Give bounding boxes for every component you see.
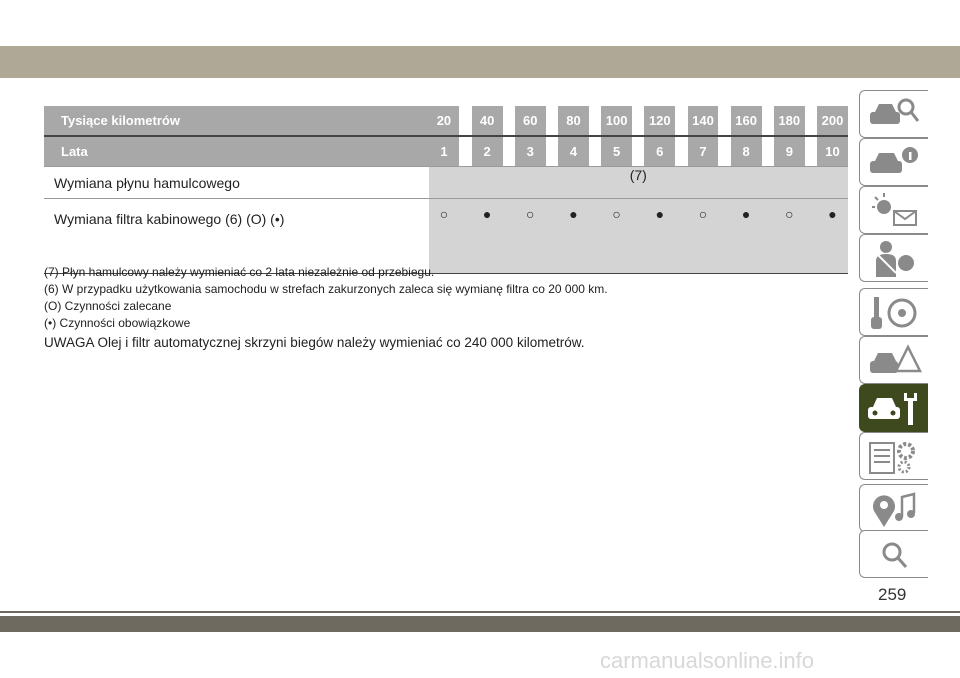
car-search-icon [866,95,922,135]
service-mark: ● [472,199,503,274]
section-tab-safety[interactable] [859,234,928,282]
km-cell: 200 [817,106,848,136]
year-cell: 5 [601,136,632,167]
km-cell: 80 [558,106,589,136]
bottom-rule [0,611,960,613]
footnote: (O) Czynności zalecane [44,299,172,313]
year-cell: 4 [558,136,589,167]
service-label: Wymiana filtra kabinowego (6) (O) (•) [44,199,429,274]
table-row [44,199,848,274]
year-cell: 8 [731,136,762,167]
year-cell: 1 [429,136,460,167]
maintenance-table [44,106,848,274]
footnote: (6) W przypadku użytkowania samochodu w strefach zakurzonych zaleca się wymianę filtra co 20 000 km. [44,282,608,296]
section-tab-maintenance[interactable] [859,384,928,432]
year-cell: 9 [774,136,805,167]
section-tab-emergency[interactable] [859,336,928,384]
multimedia-icon [866,489,922,529]
footnote: (•) Czynności obowiązkowe [44,316,191,330]
km-cell: 140 [688,106,719,136]
km-cell: 100 [601,106,632,136]
footnotes [44,264,844,351]
car-info-icon [866,143,922,183]
service-mark: ○ [515,199,546,274]
km-cell: 160 [731,106,762,136]
km-cell: 120 [644,106,675,136]
year-cell: 2 [472,136,503,167]
car-wrench-icon [866,389,922,429]
year-cell: 3 [515,136,546,167]
km-header-label: Tysiące kilometrów [44,106,429,136]
km-header-row [44,106,848,136]
section-tab-specifications[interactable] [859,432,928,480]
service-mark: ● [731,199,762,274]
service-mark: ○ [774,199,805,274]
years-header-row [44,136,848,167]
service-mark: ● [817,199,848,274]
section-tab-index[interactable] [859,530,928,578]
year-cell: 6 [644,136,675,167]
year-cell: 10 [817,136,848,167]
years-header-label: Lata [44,136,429,167]
service-mark: ○ [429,199,460,274]
km-cell: 40 [472,106,503,136]
section-tab-car-search[interactable] [859,90,928,138]
footnote: (7) Płyn hamulcowy należy wymieniać co 2 lata niezależnie od przebiegu. [44,265,435,279]
page-number: 259 [878,585,907,604]
car-warning-triangle-icon [866,341,922,381]
uwaga-note: UWAGA Olej i filtr automatycznej skrzyni biegów należy wymieniać co 240 000 kilometrów. [44,335,585,350]
service-mark: ● [644,199,675,274]
km-cell: 20 [429,106,460,136]
interval-note: (7) [429,167,848,199]
service-mark: ● [558,199,589,274]
top-band [0,46,960,78]
section-tab-car-info[interactable] [859,138,928,186]
specs-gear-icon [866,437,922,477]
km-cell: 60 [515,106,546,136]
service-mark: ○ [601,199,632,274]
service-label: Wymiana płynu hamulcowego [44,167,429,199]
key-steering-wheel-icon [866,293,922,333]
km-cell: 180 [774,106,805,136]
bottom-band [0,616,960,632]
section-tab-warning-lights[interactable] [859,186,928,234]
index-search-icon [866,535,922,575]
watermark: carmanualsonline.info [600,648,815,673]
section-tab-multimedia[interactable] [859,484,928,532]
warning-light-message-icon [866,191,922,231]
table-row [44,167,848,199]
seatbelt-airbag-icon [866,239,922,279]
service-mark: ○ [688,199,719,274]
year-cell: 7 [688,136,719,167]
section-tab-starting-driving[interactable] [859,288,928,336]
